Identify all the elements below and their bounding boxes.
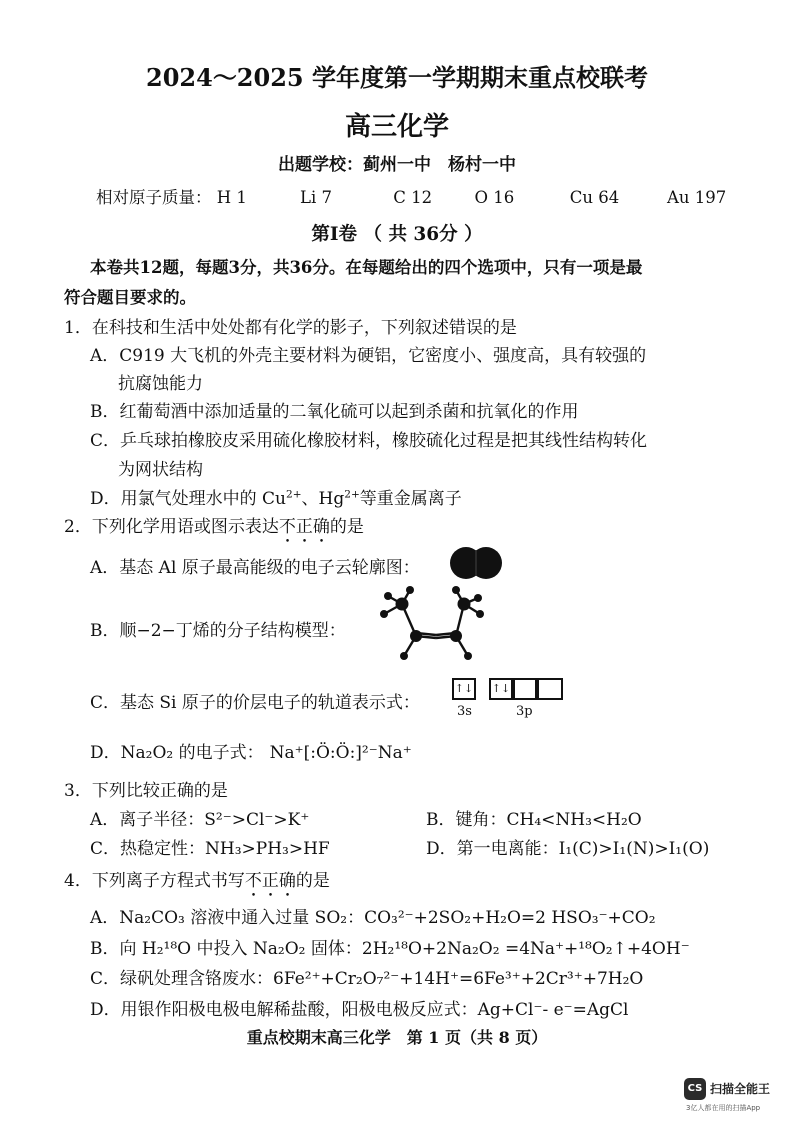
- q1-option-b: B．红葡萄酒中添加适量的二氧化硫可以起到杀菌和抗氧化的作用: [90, 402, 579, 422]
- watermark-tagline: 3亿人都在用的扫描App: [686, 1104, 761, 1112]
- q2-option-a: A．基态 Al 原子最高能级的电子云轮廓图：: [90, 558, 420, 578]
- instructions-line-1: 本卷共12题，每题3分，共36分。在每题给出的四个选项中，只有一项是最: [90, 258, 643, 277]
- q1-option-c-cont: 为网状结构: [118, 460, 203, 480]
- label-3p: 3p: [516, 704, 533, 719]
- mass-o: O 16: [474, 188, 515, 207]
- orbital-3p-3: [537, 678, 563, 700]
- mass-au: Au 197: [667, 188, 727, 207]
- label-3s: 3s: [457, 704, 472, 719]
- q2-option-b: B．顺−2−丁烯的分子结构模型：: [90, 621, 346, 641]
- subject-title: 高三化学: [344, 112, 449, 142]
- masses-label: 相对原子质量：: [96, 188, 212, 207]
- q2-stem-emphasis: 不正确: [278, 517, 330, 537]
- q1-option-c: C．乒乓球拍橡胶皮采用硫化橡胶材料，橡胶硫化过程是把其线性结构转化: [90, 431, 648, 451]
- instructions-line-2: 符合题目要求的。: [64, 288, 196, 307]
- q2-d-label: 的电子式：: [173, 743, 264, 763]
- mass-h: H 1: [216, 188, 247, 207]
- mass-li: Li 7: [300, 188, 332, 207]
- q1-option-a: A．C919 大飞机的外壳主要材料为硬铝，它密度小、强度高，具有较强的: [90, 346, 647, 366]
- q3-option-d: D．第一电离能：I₁(C)>I₁(N)>I₁(O): [426, 839, 710, 859]
- q4-option-b: B．向 H₂¹⁸O 中投入 Na₂O₂ 固体：2H₂¹⁸O+2Na₂O₂ =4Na⁺+¹⁸O₂↑+4OH⁻: [90, 939, 690, 959]
- q4-stem-emphasis: 不正确: [244, 871, 296, 891]
- page-footer: 重点校期末高三化学 第 1 页（共 8 页）: [246, 1028, 548, 1047]
- q1-option-d: [90, 484, 462, 509]
- q4-option-d: D．用银作阳极电极电解稀盐酸，阳极电极反应式：Ag+Cl⁻- e⁻=AgCl: [90, 1000, 629, 1020]
- q4-stem-pre: 4．下列离子方程式书写: [64, 871, 245, 891]
- q4-stem-post: 的是: [295, 871, 330, 891]
- mass-c: C 12: [393, 188, 433, 207]
- q3-option-a: A．离子半径：S²⁻>Cl⁻>K⁺: [90, 810, 310, 830]
- q2-stem-post: 的是: [329, 517, 364, 537]
- orbital-3p-2: [513, 678, 537, 700]
- q4-stem: [64, 866, 330, 901]
- watermark-name: 扫描全能王: [710, 1082, 771, 1096]
- q2-stem: [64, 512, 364, 547]
- q1-d-text-2: 、Hg: [301, 489, 345, 509]
- q3-option-c: C．热稳定性：NH₃>PH₃>HF: [90, 839, 330, 859]
- na2o2-electron-formula: Na⁺[:Ö:Ö:]²⁻Na⁺: [269, 743, 412, 763]
- volume-heading: 第Ⅰ卷 （ 共 36分 ）: [311, 224, 483, 245]
- q1-d-sup-2: 2+: [344, 488, 360, 501]
- cis-2-butene-model: [374, 584, 492, 664]
- q1-d-text-1: D．用氯气处理水中的 Cu: [90, 489, 286, 509]
- q2-d-formula: Na₂O₂: [120, 743, 174, 763]
- q3-stem: 3．下列比较正确的是: [64, 781, 228, 801]
- q2-d-prefix: D．: [90, 743, 121, 763]
- q1-d-sup-1: 2+: [286, 488, 302, 501]
- setter-schools: 出题学校：蓟州一中 杨村一中: [278, 155, 516, 175]
- mass-cu: Cu 64: [569, 188, 620, 207]
- q4-option-a: A．Na₂CO₃ 溶液中通入过量 SO₂：CO₃²⁻+2SO₂+H₂O=2 HSO₃⁻+CO₂: [90, 908, 656, 928]
- q1-option-a-cont: 抗腐蚀能力: [118, 374, 203, 394]
- q3-option-b: B．键角：CH₄<NH₃<H₂O: [426, 810, 642, 830]
- orbital-3p-1: ↑↓: [489, 678, 513, 700]
- q2-option-d: [90, 738, 412, 763]
- relative-atomic-masses: [96, 184, 726, 208]
- q1-stem: 1．在科技和生活中处处都有化学的影子，下列叙述错误的是: [64, 318, 517, 338]
- camscanner-logo-icon: CS: [684, 1078, 706, 1100]
- p-orbital-image: [448, 544, 504, 582]
- q1-d-text-3: 等重金属离子: [359, 489, 462, 509]
- q2-option-c: C．基态 Si 原子的价层电子的轨道表示式：: [90, 693, 420, 713]
- orbital-3s: ↑↓: [452, 678, 476, 700]
- q2-stem-pre: 2．下列化学用语或图示表达: [64, 517, 279, 537]
- exam-title: 2024～2025 学年度第一学期期末重点校联考: [146, 63, 648, 92]
- scanner-watermark: [684, 1078, 784, 1114]
- q4-option-c: C．绿矾处理含铬废水：6Fe²⁺+Cr₂O₇²⁻+14H⁺=6Fe³⁺+2Cr³⁺+7H₂O: [90, 969, 644, 989]
